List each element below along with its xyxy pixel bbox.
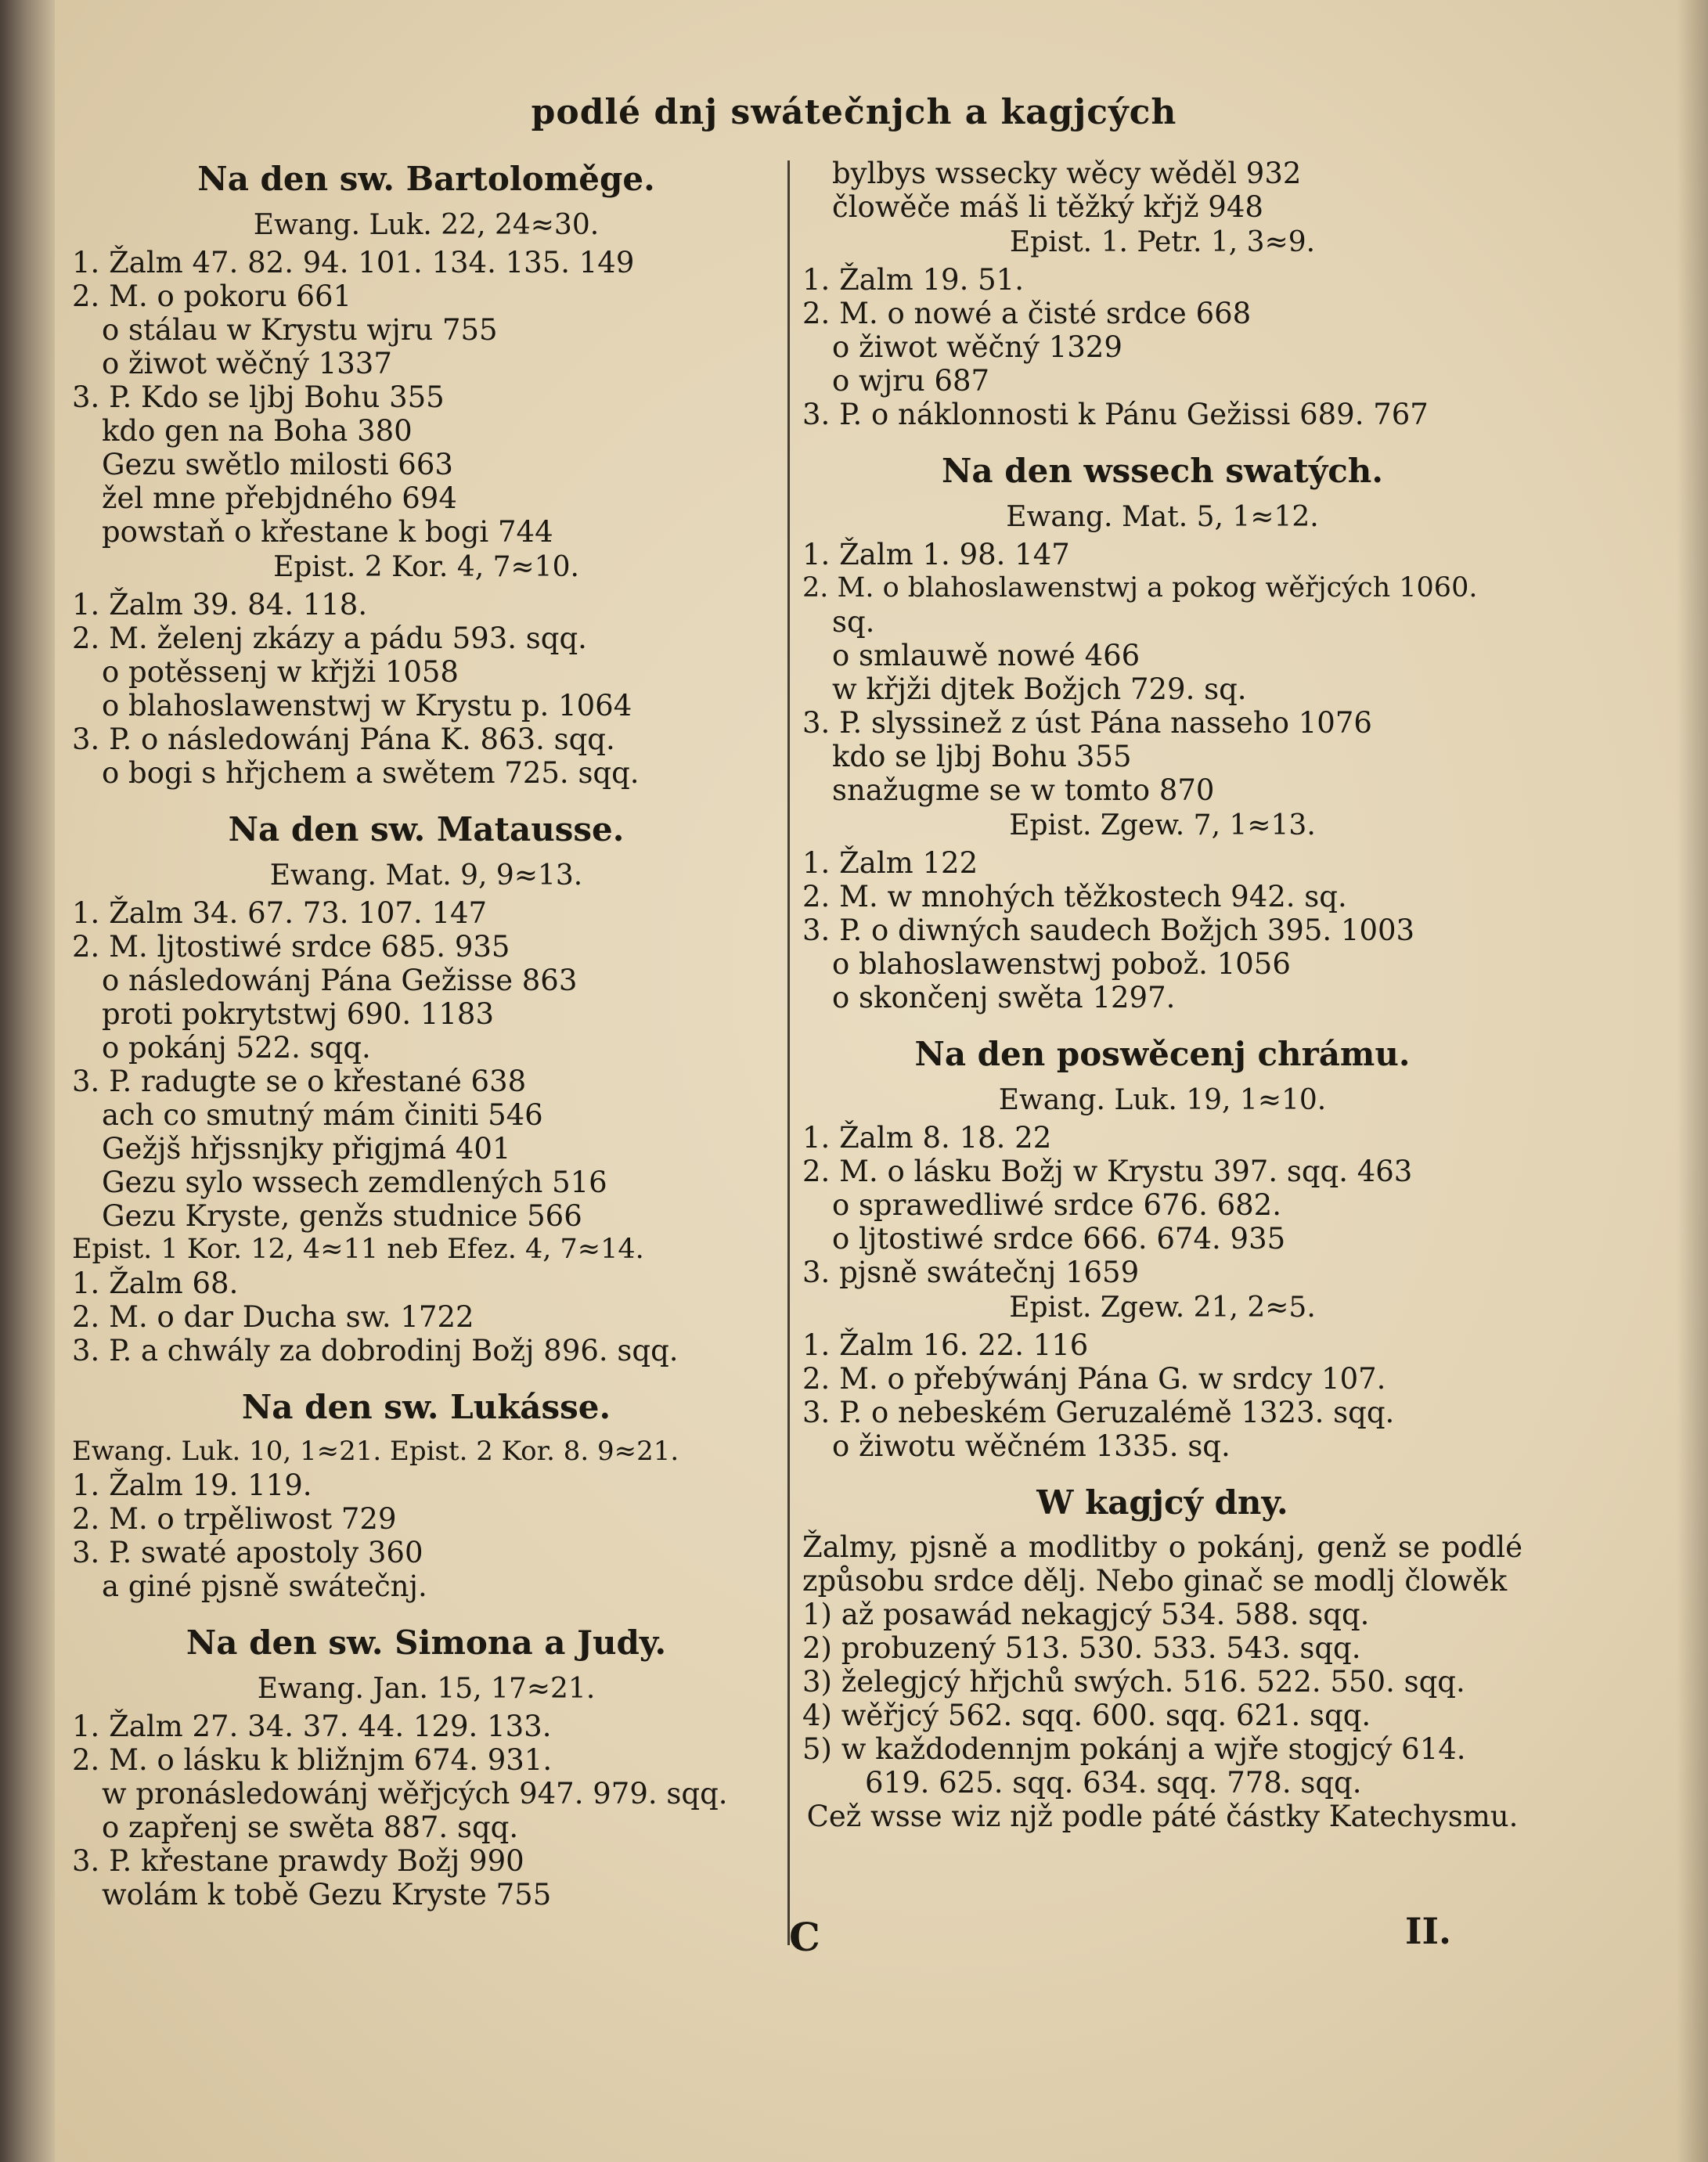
column-divider xyxy=(787,160,790,1945)
list-item: 3. P. radugte se o křestané 638 xyxy=(72,1065,527,1098)
list-item: žel mne přebjdného 694 xyxy=(102,481,457,515)
page-edge-shadow xyxy=(1677,0,1708,2162)
section-heading: Na den sw. Matausse. xyxy=(228,810,625,849)
list-item: snažugme se w tomto 870 xyxy=(832,773,1215,807)
gospel-epistle-reference: Ewang. Luk. 10, 1≈21. Epist. 2 Kor. 8. 9≈21. xyxy=(72,1436,679,1467)
list-item: 3. P. slyssinež z úst Pána nasseho 1076 xyxy=(802,706,1372,740)
right-column xyxy=(802,157,1522,1833)
list-item: o wjru 687 xyxy=(832,364,990,398)
list-item: 3. pjsně swátečnj 1659 xyxy=(802,1256,1140,1289)
list-item: 3. P. o nebeském Geruzalémě 1323. sqq. xyxy=(802,1396,1395,1429)
list-item: w křjži djtek Božjch 729. sq. xyxy=(832,672,1247,706)
list-item: 2. M. o dar Ducha sw. 1722 xyxy=(72,1300,474,1334)
list-item: 2. M. o trpěliwost 729 xyxy=(72,1502,397,1536)
list-item: 1. Žalm 39. 84. 118. xyxy=(72,588,368,622)
gospel-reference: Ewang. Mat. 9, 9≈13. xyxy=(269,859,583,892)
section-fast-days xyxy=(802,1480,1522,1833)
list-item: 3. P. a chwály za dobrodinj Božj 896. sqq. xyxy=(72,1334,679,1367)
catchword: II. xyxy=(1405,1910,1452,1952)
section-heading: Na den poswěcenj chrámu. xyxy=(914,1035,1411,1073)
list-item: 2. M. o pokoru 661 xyxy=(72,279,352,313)
epistle-reference: Epist. 1 Kor. 12, 4≈11 neb Efez. 4, 7≈14. xyxy=(72,1234,644,1265)
list-item: powstaň o křestane k bogi 744 xyxy=(102,515,553,549)
list-item: 1. Žalm 19. 119. xyxy=(72,1468,312,1502)
list-item: 3. P. Kdo se ljbj Bohu 355 xyxy=(72,380,445,414)
list-item: bylbys wssecky wěcy wěděl 932 xyxy=(832,157,1302,190)
list-item: kdo gen na Boha 380 xyxy=(102,414,413,448)
list-item: 2. M. o lásku Božj w Krystu 397. sqq. 463 xyxy=(802,1155,1413,1188)
gospel-reference: Ewang. Luk. 22, 24≈30. xyxy=(253,209,600,241)
list-item: 1. Žalm 34. 67. 73. 107. 147 xyxy=(72,896,488,930)
list-item: 1. Žalm 68. xyxy=(72,1267,239,1300)
section-heading: Na den sw. Simona a Judy. xyxy=(186,1623,667,1662)
gospel-reference: Ewang. Jan. 15, 17≈21. xyxy=(257,1673,596,1705)
list-item: o blahoslawenstwj pobož. 1056 xyxy=(832,947,1291,981)
list-item: o ljtostiwé srdce 666. 674. 935 xyxy=(832,1222,1286,1256)
list-item: Gezu swětlo milosti 663 xyxy=(102,448,453,481)
list-item: 2. M. ljtostiwé srdce 685. 935 xyxy=(72,930,510,964)
signature-mark: C xyxy=(789,1914,820,1960)
list-item: o sprawedliwé srdce 676. 682. xyxy=(832,1188,1281,1222)
list-item: 1. Žalm 8. 18. 22 xyxy=(802,1121,1052,1155)
list-item: 2) probuzený 513. 530. 533. 543. sqq. xyxy=(802,1631,1361,1665)
list-item: Gezu Kryste, genžs studnice 566 xyxy=(102,1199,582,1233)
section-heading: Na den sw. Lukásse. xyxy=(241,1388,611,1426)
section-church-consecration xyxy=(802,1032,1522,1463)
list-item: 2. M. o blahoslawenstwj a pokog wěřjcých 1060. xyxy=(802,572,1478,604)
list-item: sq. xyxy=(832,605,875,639)
list-item: o potěssenj w křjži 1058 xyxy=(102,655,459,689)
list-item: o žiwot wěčný 1329 xyxy=(832,330,1122,364)
list-item: 2. M. o lásku k bližnjm 674. 931. xyxy=(72,1743,553,1777)
list-item: Gežjš hřjssnjky přigjmá 401 xyxy=(102,1132,511,1166)
list-item: w pronásledowánj wěřjcých 947. 979. sqq. xyxy=(102,1777,728,1811)
list-item: kdo se ljbj Bohu 355 xyxy=(832,740,1132,773)
list-item: o žiwotu wěčném 1335. sq. xyxy=(832,1429,1231,1463)
list-item: o bogi s hřjchem a swětem 725. sqq. xyxy=(102,756,640,790)
list-item: 2. M. želenj zkázy a pádu 593. sqq. xyxy=(72,622,587,655)
list-item: 1) až posawád nekagjcý 534. 588. sqq. xyxy=(802,1598,1370,1631)
running-head: podlé dnj swátečnjch a kagjcých xyxy=(531,92,1177,132)
list-item: o smlauwě nowé 466 xyxy=(832,639,1140,672)
list-item: o skončenj swěta 1297. xyxy=(832,981,1176,1014)
list-item: o blahoslawenstwj w Krystu p. 1064 xyxy=(102,689,632,722)
section-simon-jude xyxy=(72,1620,780,1912)
list-item: o zapřenj se swěta 887. sqq. xyxy=(102,1811,519,1844)
list-item: 5) w každodennjm pokánj a wjře stogjcý 614. xyxy=(802,1732,1466,1766)
section-heading: Na den wssech swatých. xyxy=(942,452,1383,490)
list-item: 2. M. w mnohých těžkostech 942. sq. xyxy=(802,880,1347,913)
epistle-reference: Epist. Zgew. 21, 2≈5. xyxy=(1009,1292,1316,1324)
list-item: 3) želegjcý hřjchů swých. 516. 522. 550. sqq. xyxy=(802,1665,1465,1699)
left-column xyxy=(72,157,780,1912)
list-item: o žiwot wěčný 1337 xyxy=(102,347,392,380)
intro-paragraph: Žalmy, pjsně a modlitby o pokánj, genž se podlé způsobu srdce dělj. Nebo ginač se modlj člowěk xyxy=(802,1530,1522,1598)
list-item: 1. Žalm 1. 98. 147 xyxy=(802,538,1070,571)
section-luke xyxy=(72,1385,780,1603)
list-item: a giné pjsně swátečnj. xyxy=(102,1569,427,1603)
list-item: 1. Žalm 19. 51. xyxy=(802,263,1024,297)
epistle-reference: Epist. 1. Petr. 1, 3≈9. xyxy=(1009,226,1316,258)
gospel-reference: Ewang. Mat. 5, 1≈12. xyxy=(1006,501,1319,533)
epistle-reference: Epist. 2 Kor. 4, 7≈10. xyxy=(273,551,579,583)
list-item: 3. P. o diwných saudech Božjch 395. 1003 xyxy=(802,913,1415,947)
list-item: 1. Žalm 122 xyxy=(802,846,978,880)
list-item: proti pokrytstwj 690. 1183 xyxy=(102,997,495,1031)
list-item: 3. P. o následowánj Pána K. 863. sqq. xyxy=(72,722,615,756)
list-item: 3. P. swaté apostoly 360 xyxy=(72,1536,423,1569)
list-item: 619. 625. sqq. 634. sqq. 778. sqq. xyxy=(865,1766,1362,1800)
closing-line: Cež wsse wiz njž podle páté částky Katechysmu. xyxy=(806,1800,1519,1833)
section-all-saints xyxy=(802,449,1522,1014)
list-item: o pokánj 522. sqq. xyxy=(102,1031,371,1065)
epistle-reference: Epist. Zgew. 7, 1≈13. xyxy=(1009,809,1316,841)
list-item: Gezu sylo wssech zemdlených 516 xyxy=(102,1166,607,1199)
list-item: 1. Žalm 47. 82. 94. 101. 134. 135. 149 xyxy=(72,246,635,279)
list-item: o následowánj Pána Gežisse 863 xyxy=(102,964,578,997)
list-item: 1. Žalm 27. 34. 37. 44. 129. 133. xyxy=(72,1710,552,1743)
list-item: 2. M. o přebýwánj Pána G. w srdcy 107. xyxy=(802,1362,1386,1396)
list-item: ach co smutný mám činiti 546 xyxy=(102,1098,543,1132)
list-item: o stálau w Krystu wjru 755 xyxy=(102,313,498,347)
section-heading: W kagjcý dny. xyxy=(1036,1483,1288,1522)
list-item: 4) wěřjcý 562. sqq. 600. sqq. 621. sqq. xyxy=(802,1699,1371,1732)
list-item: 2. M. o nowé a čisté srdce 668 xyxy=(802,297,1252,330)
list-item: wolám k tobě Gezu Kryste 755 xyxy=(102,1878,552,1912)
list-item: člowěče máš li těžký křjž 948 xyxy=(832,190,1263,224)
section-matthew xyxy=(72,807,780,1367)
list-item: 3. P. křestane prawdy Božj 990 xyxy=(72,1844,524,1878)
page-gutter-shadow xyxy=(0,0,55,2162)
section-heading: Na den sw. Bartoloměge. xyxy=(197,160,655,198)
list-item: 1. Žalm 16. 22. 116 xyxy=(802,1328,1089,1362)
list-item: 3. P. o náklonnosti k Pánu Gežissi 689. 767 xyxy=(802,398,1429,431)
section-bartholomew xyxy=(72,157,780,790)
gospel-reference: Ewang. Luk. 19, 1≈10. xyxy=(998,1084,1327,1116)
